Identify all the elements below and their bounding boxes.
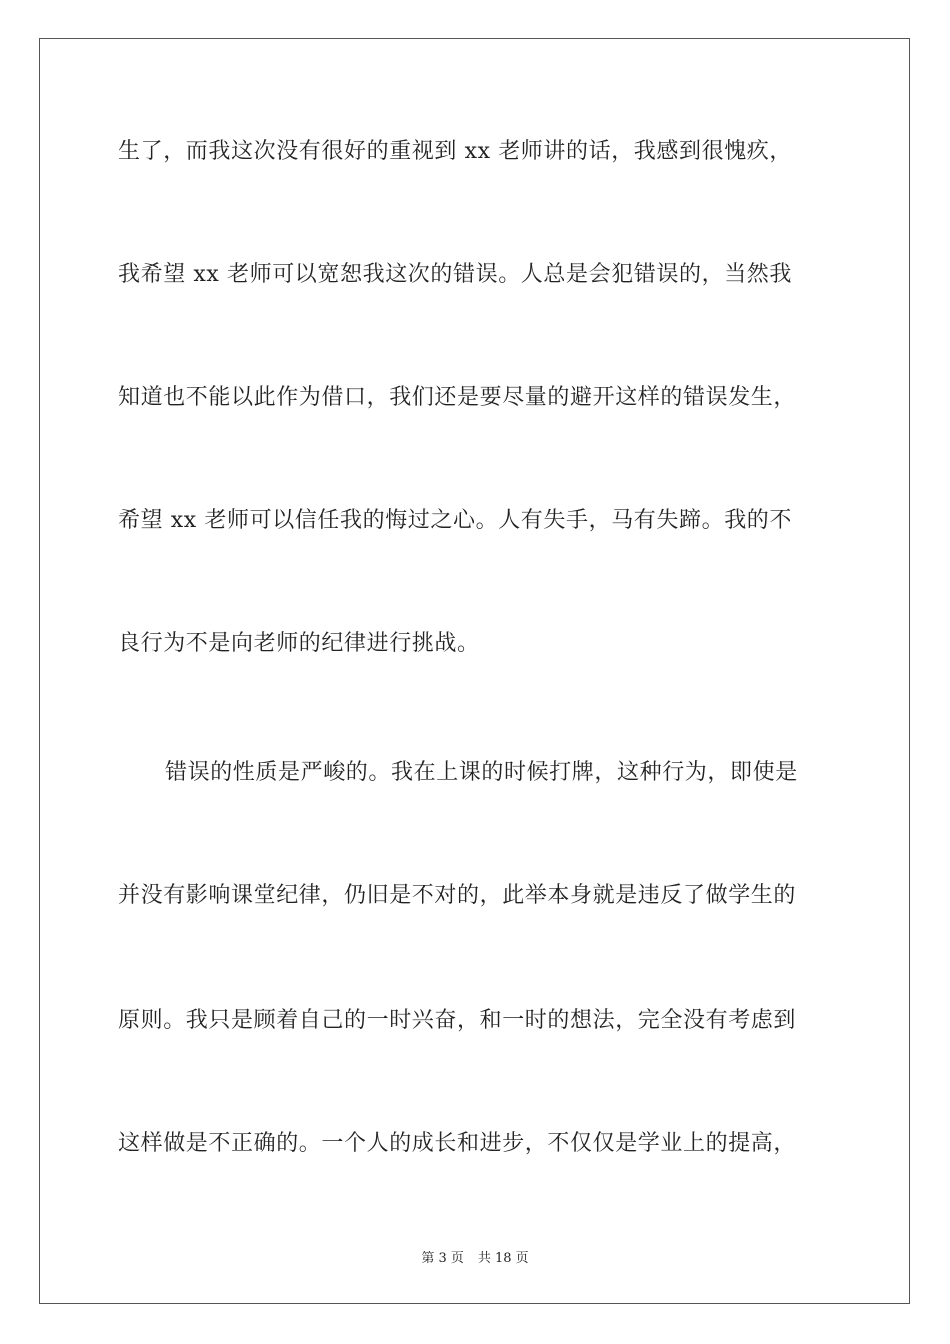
body-line-4: 希望 xx 老师可以信任我的悔过之心。人有失手，马有失蹄。我的不: [118, 508, 793, 533]
page-number: 第 3 页: [421, 1251, 464, 1266]
body-line-8: 原则。我只是顾着自己的一时兴奋，和一时的想法，完全没有考虑到: [118, 1008, 797, 1033]
body-line-9: 这样做是不正确的。一个人的成长和进步，不仅仅是学业上的提高，: [118, 1131, 797, 1156]
body-line-1: 生了，而我这次没有很好的重视到 xx 老师讲的话，我感到很愧疚，: [118, 139, 793, 164]
page-frame: [39, 38, 910, 1304]
body-line-3: 知道也不能以此作为借口，我们还是要尽量的避开这样的错误发生，: [118, 385, 797, 410]
body-line-2: 我希望 xx 老师可以宽恕我这次的错误。人总是会犯错误的，当然我: [118, 262, 793, 287]
body-line-7: 并没有影响课堂纪律，仍旧是不对的，此举本身就是违反了做学生的: [118, 883, 797, 908]
paragraph-start-line: 错误的性质是严峻的。我在上课的时候打牌，这种行为，即使是: [165, 760, 798, 785]
page-footer: [0, 1247, 950, 1266]
page-total: 共 18 页: [477, 1251, 529, 1266]
body-line-5: 良行为不是向老师的纪律进行挑战。: [118, 631, 480, 656]
